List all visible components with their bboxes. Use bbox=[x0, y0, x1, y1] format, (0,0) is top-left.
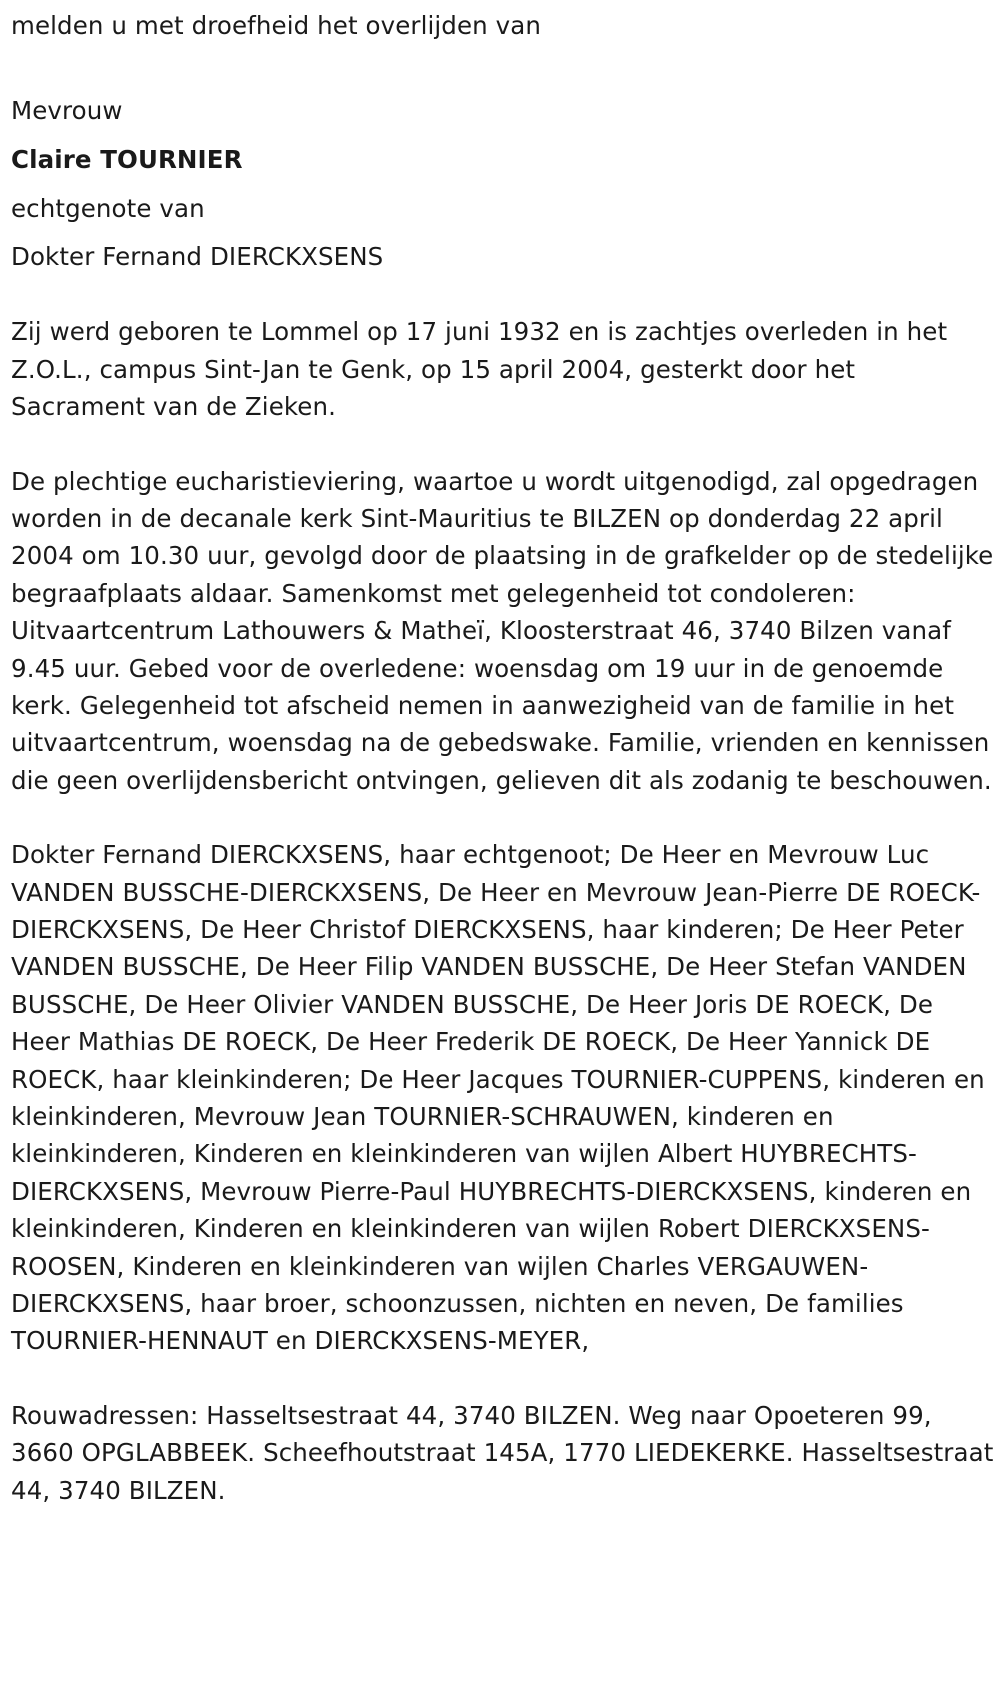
spouse-name: Dokter Fernand DIERCKXSENS bbox=[11, 242, 384, 271]
obituary-document bbox=[11, 6, 996, 1509]
spacer bbox=[11, 1360, 996, 1397]
addresses-paragraph: Rouwadressen: Hasseltsestraat 44, 3740 BILZEN. Weg naar Opoeteren 99, 3660 OPGLABBEEK. Scheefhoutstraat 145A, 1770 LIEDEKERKE. Hasseltsestraat 44, 3740 BILZEN. bbox=[11, 1400, 994, 1505]
spacer bbox=[11, 277, 996, 313]
intro-text: melden u met droefheid het overlijden van bbox=[11, 11, 541, 40]
salutation: Mevrouw bbox=[11, 96, 123, 125]
family-paragraph: Dokter Fernand DIERCKXSENS, haar echtgenoot; De Heer en Mevrouw Luc VANDEN BUSSCHE-DIERCKXSENS, De Heer en Mevrouw Jean-Pierre DE ROECK-DIERCKXSENS, De Heer Christof DIERCKXSENS, haar kinderen; De Heer Peter VANDEN BUSSCHE, De Heer Filip VANDEN BUSSCHE, De Heer Stefan VANDEN BUSSCHE, De Heer Olivier VANDEN BUSSCHE, De Heer Joris DE ROECK, De Heer Mathias DE ROECK, De Heer Frederik DE ROECK, De Heer Yannick DE ROECK, haar kleinkinderen; De Heer Jacques TOURNIER-CUPPENS, kinderen en kleinkinderen, Mevrouw Jean TOURNIER-SCHRAUWEN, kinderen en kleinkinderen, Kinderen en kleinkinderen van wijlen Albert HUYBRECHTS-DIERCKXSENS, Mevrouw Pierre-Paul HUYBRECHTS-DIERCKXSENS, kinderen en kleinkinderen, Kinderen en kleinkinderen van wijlen Robert DIERCKXSENS-ROOSEN, Kinderen en kleinkinderen van wijlen Charles VERGAUWEN-DIERCKXSENS, haar broer, schoonzussen, nichten en neven, De families TOURNIER-HENNAUT en DIERCKXSENS-MEYER, bbox=[11, 840, 985, 1356]
spacer bbox=[11, 46, 996, 86]
funeral-info-paragraph: De plechtige eucharistieviering, waartoe u wordt uitgenodigd, zal opgedragen worden in de decanale kerk Sint-Mauritius te BILZEN op donderdag 22 april 2004 om 10.30 uur, gevolgd door de plaatsing in de grafkelder op de stedelijke begraafplaats aldaar. Samenkomst met gelegenheid tot condoleren: Uitvaartcentrum Lathouwers & Matheï, Kloosterstraat 46, 3740 Bilzen vanaf 9.45 uur. Gebed voor de overledene: woensdag om 19 uur in de genoemde kerk. Gelegenheid tot afscheid nemen in aanwezigheid van de familie in het uitvaartcentrum, woensdag na de gebedswake. Familie, vrienden en kennissen die geen overlijdensbericht ontvingen, gelieven dit als zodanig te beschouwen. bbox=[11, 466, 994, 795]
birth-death-paragraph: Zij werd geboren te Lommel op 17 juni 1932 en is zachtjes overleden in het Z.O.L., campus Sint-Jan te Genk, op 15 april 2004, gesterkt door het Sacrament van de Zieken. bbox=[11, 317, 948, 421]
relation-label: echtgenote van bbox=[11, 194, 205, 223]
spacer bbox=[11, 426, 996, 463]
deceased-name: Claire TOURNIER bbox=[11, 145, 243, 174]
spacer bbox=[11, 799, 996, 836]
